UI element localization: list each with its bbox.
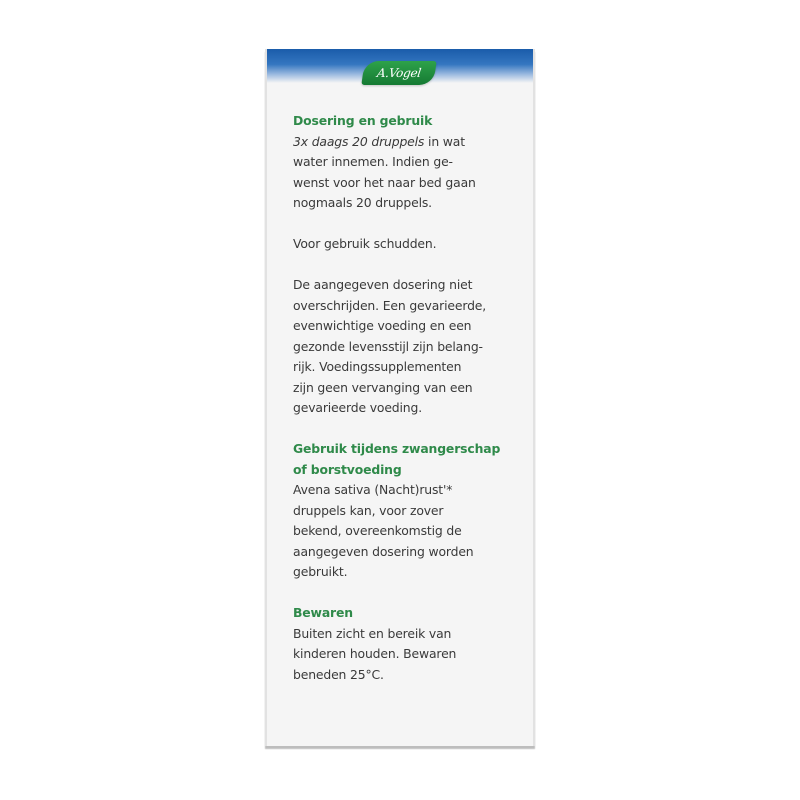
- warning-line-4: gezonde levensstijl zijn belang-: [293, 338, 483, 354]
- storage-heading: Bewaren: [293, 605, 353, 620]
- warning-line-6: zijn geen vervanging van een: [293, 379, 473, 395]
- storage-line-1: Buiten zicht en bereik van: [293, 625, 452, 641]
- dosage-line-3: wenst voor het naar bed gaan: [293, 174, 476, 190]
- pregnancy-line-4: aangegeven dosering worden: [293, 543, 474, 559]
- label-content: [293, 111, 533, 685]
- dosage-line-1: [293, 132, 533, 153]
- warning-line-1: De aangegeven dosering niet: [293, 277, 473, 292]
- storage-line-2: kinderen houden. Bewaren: [293, 646, 457, 661]
- section-pregnancy: [293, 439, 533, 583]
- shake-instruction: Voor gebruik schudden.: [293, 236, 437, 251]
- brand-logo-text: A.Vogel: [376, 66, 422, 80]
- dosage-line-2: water innemen. Indien ge-: [293, 154, 453, 169]
- dosage-amount: 3x daags 20 druppels: [293, 133, 425, 149]
- warning-line-3: evenwichtige voeding en een: [293, 318, 472, 333]
- pregnancy-line-2: druppels kan, voor zover: [293, 502, 444, 518]
- dosage-heading: Dosering en gebruik: [293, 113, 433, 128]
- brand-logo: [361, 61, 436, 85]
- warning-line-7: gevarieerde voeding.: [293, 400, 423, 415]
- warning-line-2: overschrijden. Een gevarieerde,: [293, 297, 487, 313]
- section-dosage: [293, 111, 533, 419]
- pregnancy-heading-2: of borstvoeding: [293, 461, 402, 477]
- pregnancy-line-5: gebruikt.: [293, 564, 348, 579]
- package-label-panel: [265, 49, 535, 746]
- pregnancy-line-3: bekend, overeenkomstig de: [293, 523, 462, 538]
- section-storage: [293, 603, 533, 685]
- warning-line-5: rijk. Voedingssupplementen: [293, 359, 462, 374]
- pregnancy-line-1: Avena sativa (Nacht)rust'*: [293, 482, 453, 497]
- pregnancy-heading-1: Gebruik tijdens zwangerschap: [293, 441, 501, 456]
- storage-line-3: beneden 25°C.: [293, 666, 384, 682]
- dosage-line-1-rest: in wat: [424, 133, 465, 149]
- dosage-line-4: nogmaals 20 druppels.: [293, 195, 432, 210]
